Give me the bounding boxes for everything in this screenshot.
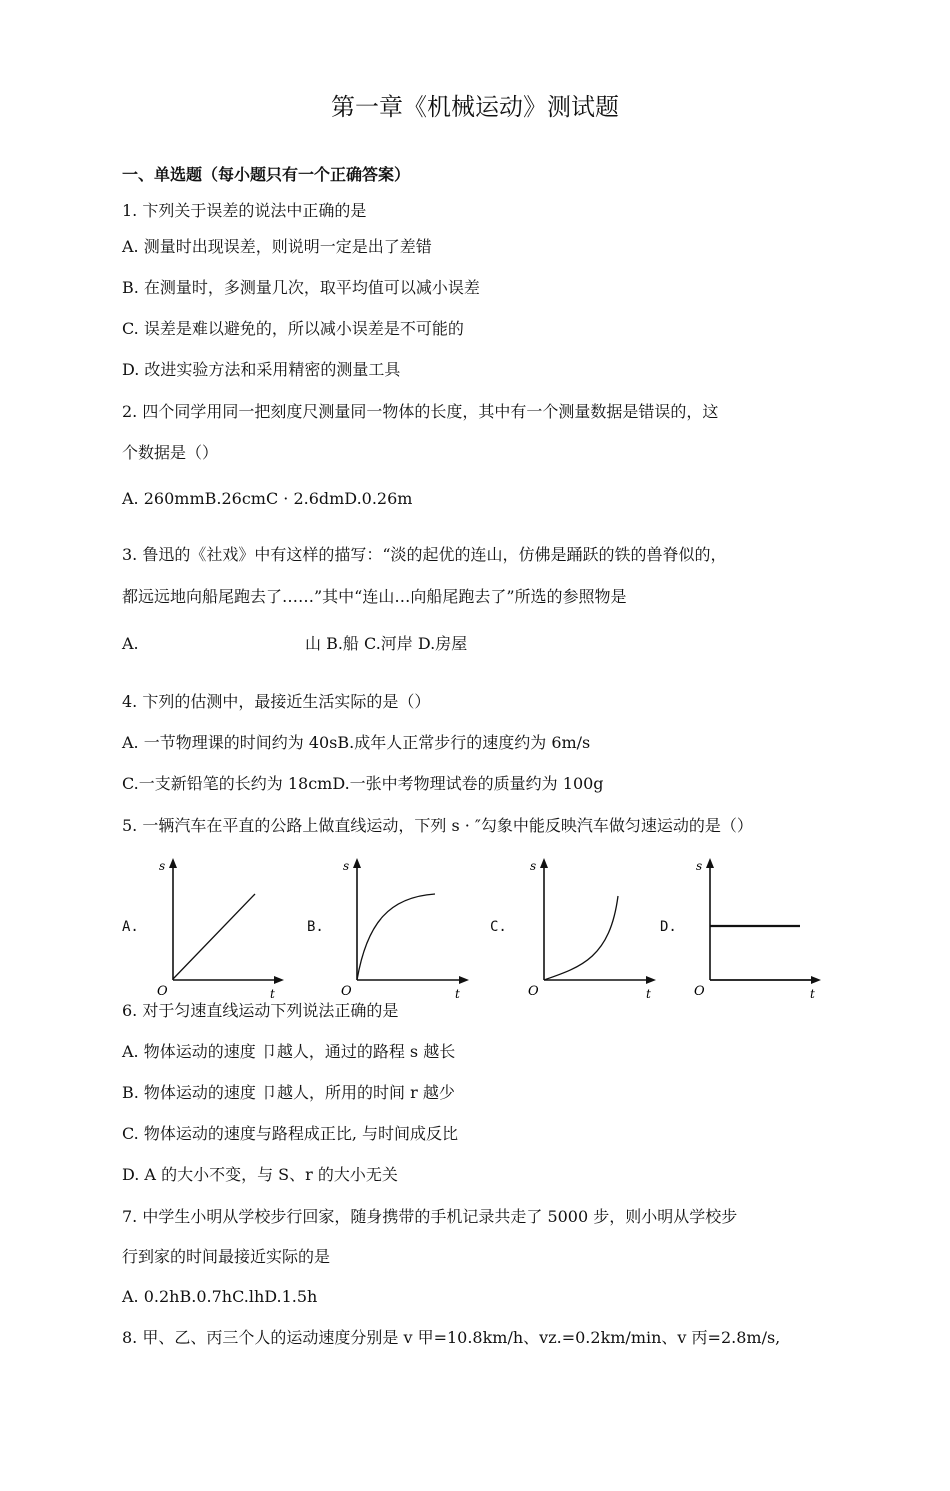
- graph-b-x-arrow: [459, 976, 469, 984]
- question-6-option-b: B. 物体运动的速度 卩越人，所用的时间 r 越少: [122, 1083, 455, 1102]
- graph-c-x-label: t: [646, 987, 651, 1001]
- question-7-stem-line1: 7. 中学生小明从学校步行回家，随身携带的手机记录共走了 5000 步，则小明从学校步: [122, 1207, 738, 1226]
- graph-a-s-t: [150, 852, 320, 1002]
- question-1-option-d: D. 改进实验方法和采用精密的测量工具: [122, 360, 401, 379]
- graph-a-y-arrow: [169, 858, 177, 868]
- question-1-option-b: B. 在测量时，多测量几次，取平均值可以减小误差: [122, 278, 480, 297]
- question-3-stem-line1: 3. 鲁迅的《社戏》中有这样的描写：“淡的起优的连山，仿佛是踊跃的铁的兽脊似的，: [122, 545, 727, 564]
- question-7-options: A. 0.2hB.0.7hC.lhD.1.5h: [122, 1287, 318, 1306]
- graph-d-y-label: s: [696, 859, 703, 873]
- graph-c-curve: [544, 896, 618, 980]
- question-1-option-a: A. 测量时出现误差，则说明一定是出了差错: [122, 237, 432, 256]
- graph-b-y-label: s: [343, 859, 350, 873]
- graph-c-x-arrow: [646, 976, 656, 984]
- graph-c-origin: O: [528, 984, 539, 999]
- graph-c-y-label: s: [530, 859, 537, 873]
- graph-a-curve: [173, 894, 255, 979]
- graph-c-y-arrow: [540, 858, 548, 868]
- question-3-stem-line2: 都远远地向船尾跑去了……”其中“连山…向船尾跑去了”所选的参照物是: [122, 587, 627, 606]
- graph-b-x-label: t: [455, 987, 460, 1001]
- graph-b-y-arrow: [353, 858, 361, 868]
- question-4-stem: 4. 卞列的估测中，最接近生活实际的是（）: [122, 692, 431, 711]
- page-title: 第一章《机械运动》测试题: [331, 93, 619, 121]
- graph-d-x-label: t: [810, 987, 815, 1001]
- graph-c-label: C.: [490, 919, 507, 935]
- question-8-stem: 8. 甲、乙、丙三个人的运动速度分别是 v 甲=10.8km/h、vz.=0.2km/min、v 丙=2.8m/s,: [122, 1328, 781, 1347]
- question-7-stem-line2: 行到家的时间最接近实际的是: [122, 1247, 331, 1266]
- question-4-options-line2: C.一支新铅笔的长约为 18cmD.一张中考物理试卷的质量约为 100g: [122, 774, 604, 793]
- graph-a-y-label: s: [159, 859, 166, 873]
- section-heading: 一、单选题（每小题只有一个正确答案）: [122, 165, 411, 184]
- question-6-stem: 6. 对于匀速直线运动下列说法正确的是: [122, 1001, 399, 1020]
- question-6-option-c: C. 物体运动的速度与路程成正比, 与时间成反比: [122, 1124, 459, 1143]
- question-6-option-a: A. 物体运动的速度 卩越人，通过的路程 s 越长: [122, 1042, 456, 1061]
- question-2-stem-line1: 2. 四个同学用同一把刻度尺测量同一物体的长度，其中有一个测量数据是错误的，这: [122, 402, 719, 421]
- graph-b-curve: [357, 894, 435, 980]
- graph-d-y-arrow: [706, 858, 714, 868]
- graph-d-origin: O: [694, 984, 705, 999]
- question-6-option-d: D. A 的大小不变，与 S、r 的大小无关: [122, 1165, 398, 1184]
- question-2-options: A. 260mmB.26cmC · 2.6dmD.0.26m: [122, 489, 413, 508]
- graph-d-x-arrow: [811, 976, 821, 984]
- graph-a-x-arrow: [274, 976, 284, 984]
- graph-b-s-t: [335, 852, 505, 1002]
- question-1-option-c: C. 误差是难以避免的，所以减小误差是不可能的: [122, 319, 464, 338]
- graph-a-label: A.: [122, 919, 139, 935]
- question-2-stem-line2: 个数据是（）: [122, 443, 219, 462]
- graph-a-origin: O: [157, 984, 168, 999]
- question-3-option-a-label: A.: [122, 634, 139, 653]
- graph-b-label: B.: [307, 919, 324, 935]
- graph-d-s-t: [688, 852, 858, 1002]
- graph-b-origin: O: [341, 984, 352, 999]
- question-4-options-line1: A. 一节物理课的时间约为 40sB.成年人正常步行的速度约为 6m/s: [122, 733, 591, 752]
- question-1-stem: 1. 卞列关于误差的说法中正确的是: [122, 201, 367, 220]
- graph-a-x-label: t: [270, 987, 275, 1001]
- question-5-stem: 5. 一辆汽车在平直的公路上做直线运动，下列 s · ″勾象中能反映汽车做匀速运动的是（）: [122, 816, 753, 835]
- question-3-options: 山 B.船 C.河岸 D.房屋: [305, 634, 468, 653]
- graph-d-label: D.: [660, 919, 677, 935]
